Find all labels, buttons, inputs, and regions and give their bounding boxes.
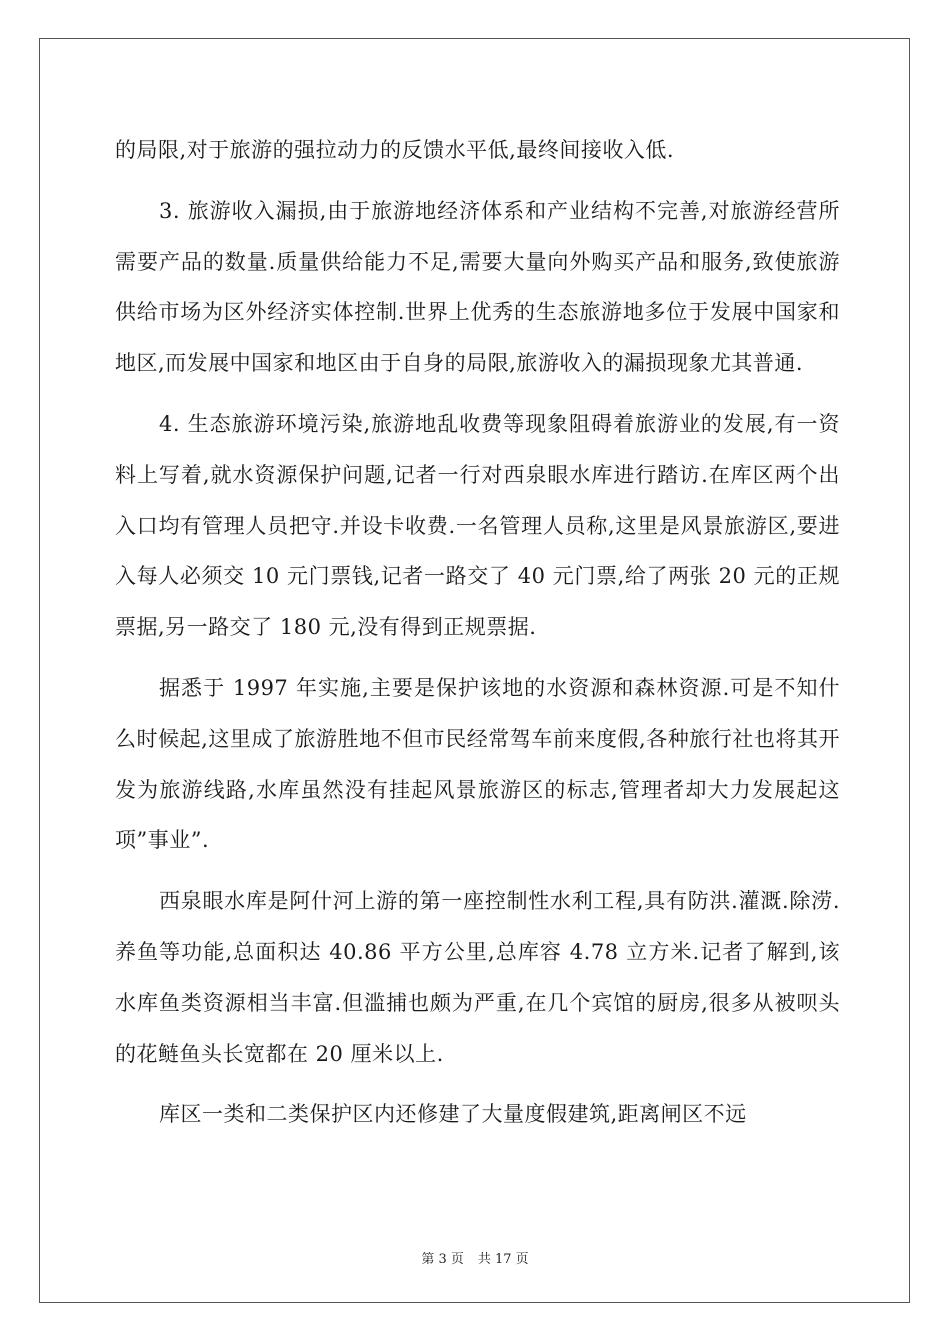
paragraph-reservoir: 西泉眼水库是阿什河上游的第一座控制性水利工程,具有防洪.灌溉.除涝.养鱼等功能,总面积达 40.86 平方公里,总库容 4.78 立方米.记者了解到,该水库鱼类资源相当丰富.但滥捕也颇为严重,在几个宾馆的厨房,很多从被呗头的花鲢鱼头长宽都在 20 厘米以上. xyxy=(115,889,840,1066)
paragraph-item-3: 3. 旅游收入漏损,由于旅游地经济体系和产业结构不完善,对旅游经营所需要产品的数量.质量供给能力不足,需要大量向外购买产品和服务,致使旅游供给市场为区外经济实体控制.世界上优秀的生态旅游地多位于发展中国家和地区,而发展中国家和地区由于自身的局限,旅游收入的漏损现象尤其普通. xyxy=(115,198,840,376)
paragraph-continuation: 的局限,对于旅游的强拉动力的反馈水平低,最终间接收入低. xyxy=(115,138,675,162)
document-body xyxy=(115,125,840,1140)
paragraph-implementation: 据悉于 1997 年实施,主要是保护该地的水资源和森林资源.可是不知什么时候起,这里成了旅游胜地不但市民经常驾车前来度假,各种旅行社也将其开发为旅游线路,水库虽然没有挂起风景旅游区的标志,管理者却大力发展起这项”事业”. xyxy=(115,675,840,853)
paragraph-protection-zone: 库区一类和二类保护区内还修建了大量度假建筑,距离闸区不远 xyxy=(159,1102,747,1127)
page-number: 第 3 页 xyxy=(421,1252,464,1267)
paragraph-item-4: 4. 生态旅游环境污染,旅游地乱收费等现象阻碍着旅游业的发展,有一资料上写着,就水资源保护问题,记者一行对西泉眼水库进行踏访.在库区两个出入口均有管理人员把守.并设卡收费.一名管理人员称,这里是风景旅游区,要进入每人必须交 10 元门票钱,记者一路交了 40 元门票,给了两张 20 元的正规票据,另一路交了 180 元,没有得到正规票据. xyxy=(115,411,840,640)
page-footer xyxy=(0,1248,950,1267)
page-total: 共 17 页 xyxy=(477,1252,529,1267)
